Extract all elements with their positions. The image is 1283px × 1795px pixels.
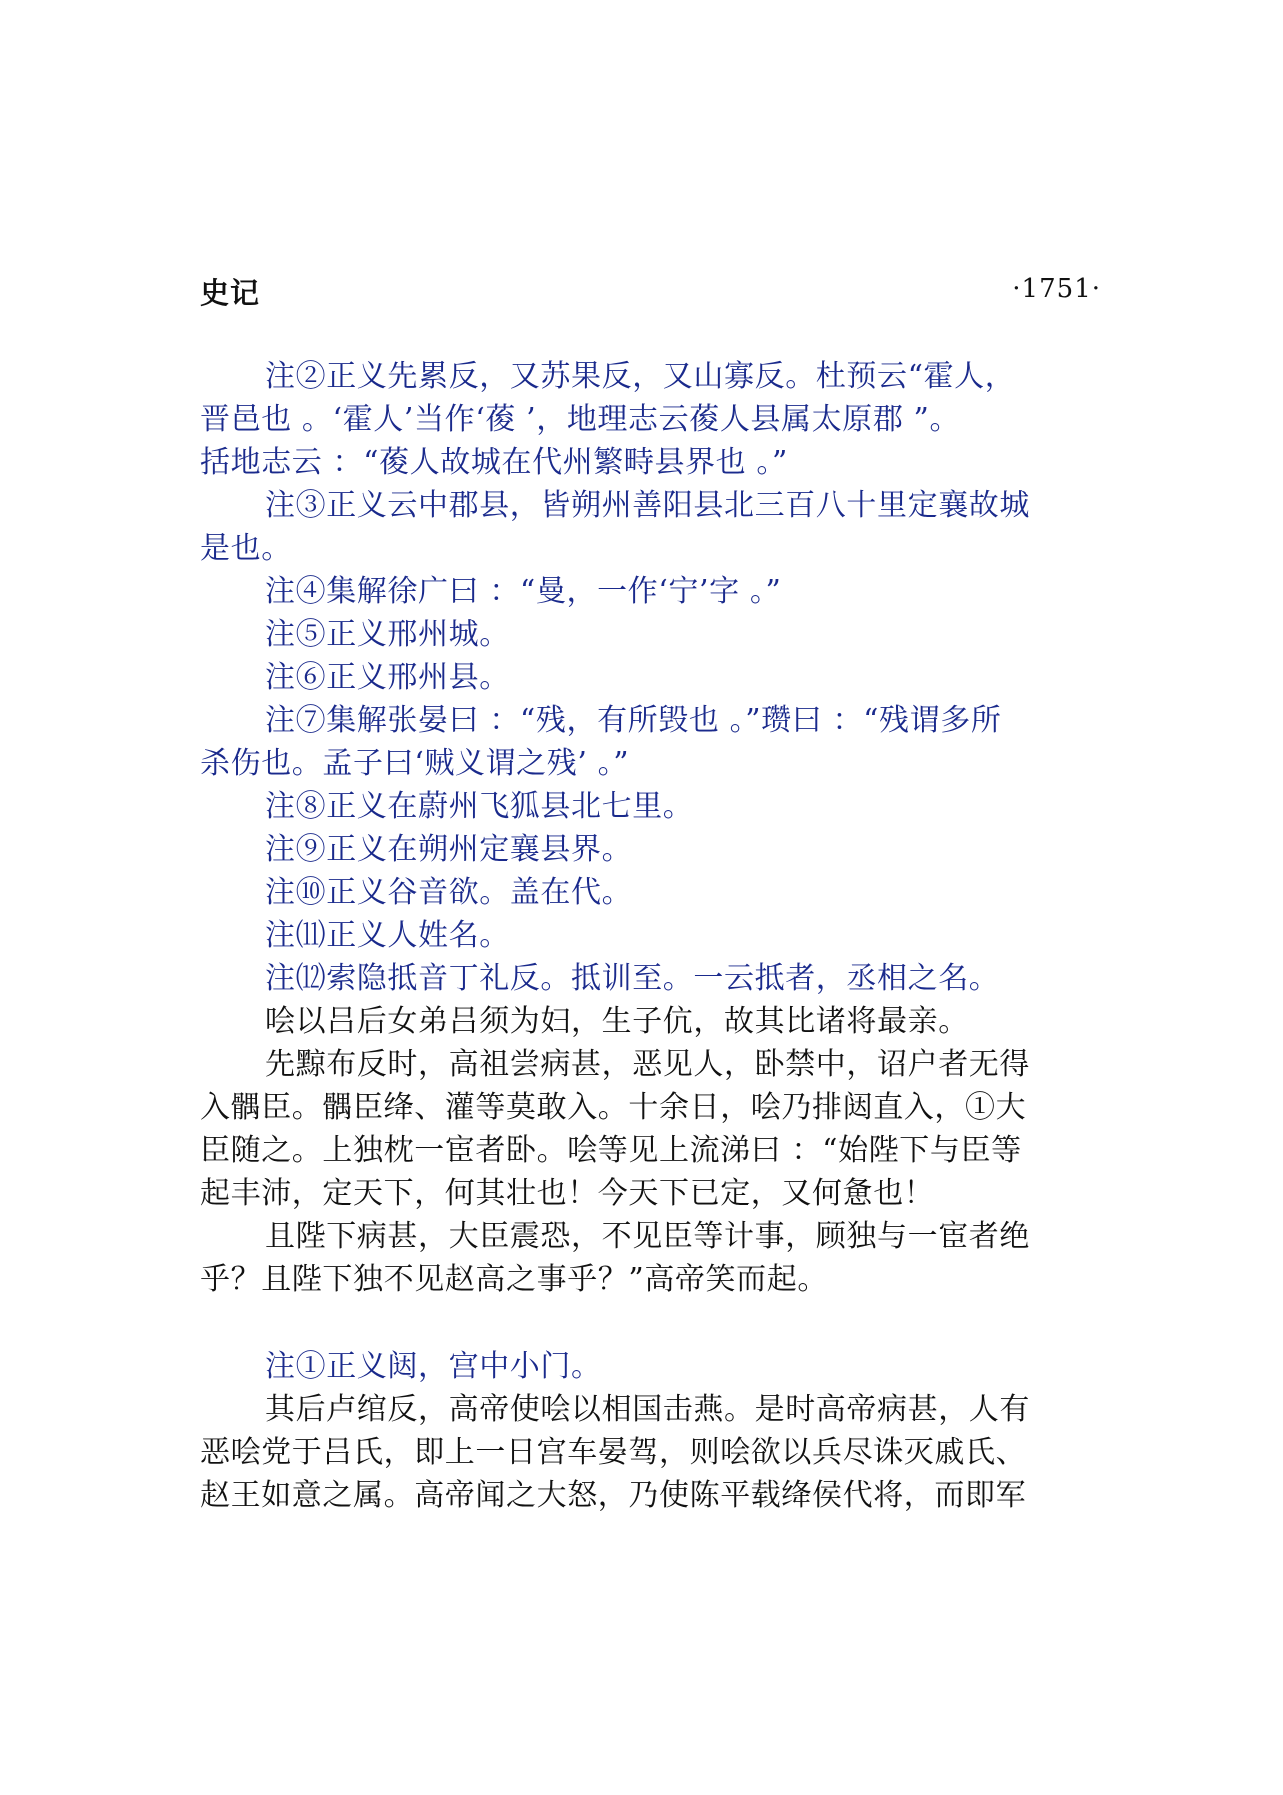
annotation-line: 是也。 <box>200 531 292 566</box>
annotation-line: 注⑩正义谷音欲。盖在代。 <box>265 875 633 910</box>
page-number: ·1751· <box>1012 274 1101 304</box>
text-line: 起丰沛，定天下，何其壮也！今天下已定，又何惫也！ <box>200 1176 935 1211</box>
text-line: 哙以吕后女弟吕须为妇，生子伉，故其比诸将最亲。 <box>265 1004 969 1039</box>
text-line: 先黥布反时，高祖尝病甚，恶见人，卧禁中，诏户者无得 <box>265 1047 1030 1082</box>
text-line: 入髃臣。髃臣绛、灌等莫敢入。十余日，哙乃排闼直入，①大 <box>200 1090 1027 1125</box>
text-line: 臣随之。上独枕一宦者卧。哙等见上流涕曰 ：“始陛下与臣等 <box>200 1133 1022 1168</box>
paragraph-gap <box>200 1301 1095 1345</box>
annotation-line: 注⑿索隐抵音丁礼反。抵训至。一云抵者，丞相之名。 <box>265 961 1000 996</box>
text-line: 其后卢绾反，高帝使哙以相国击燕。是时高帝病甚，人有 <box>265 1392 1030 1427</box>
annotation-line: 注⑤正义邢州城。 <box>265 617 510 652</box>
annotation-line: 括地志云 ：“葰人故城在代州繁畤县界也 。” <box>200 445 788 480</box>
annotation-line: 注⑦集解张晏曰 ：“残，有所毁也 。”瓒曰 ：“残谓多所 <box>265 703 1002 738</box>
annotation-line: 杀伤也。孟子曰‘贼义谓之残’ 。” <box>200 746 630 781</box>
header-title: 史记 <box>200 276 261 310</box>
page-content <box>200 355 1095 1517</box>
text-line: 赵王如意之属。高帝闻之大怒，乃使陈平载绛侯代将，而即军 <box>200 1478 1027 1513</box>
text-line: 乎？且陛下独不见赵高之事乎？”高帝笑而起。 <box>200 1262 828 1297</box>
annotation-line: 注⑨正义在朔州定襄县界。 <box>265 832 633 867</box>
annotation-line: 注⑾正义人姓名。 <box>265 918 510 953</box>
annotation-line: 注⑧正义在蔚州飞狐县北七里。 <box>265 789 694 824</box>
annotation-line: 注④集解徐广曰 ：“曼，一作‘宁’字 。” <box>265 574 782 609</box>
text-line: 恶哙党于吕氏，即上一日宫车晏驾，则哙欲以兵尽诛灭戚氏、 <box>200 1435 1027 1470</box>
annotation-line: 注②正义先累反，又苏果反，又山寡反。杜预云“霍人， <box>265 359 1016 394</box>
annotation-line: 晋邑也 。‘霍人’当作‘葰 ’，地理志云葰人县属太原郡 ”。 <box>200 402 961 437</box>
annotation-line: 注③正义云中郡县，皆朔州善阳县北三百八十里定襄故城 <box>265 488 1030 523</box>
annotation-line: 注①正义闼，宫中小门。 <box>265 1349 602 1384</box>
annotation-line: 注⑥正义邢州县。 <box>265 660 510 695</box>
text-line: 且陛下病甚，大臣震恐，不见臣等计事，顾独与一宦者绝 <box>265 1219 1030 1254</box>
